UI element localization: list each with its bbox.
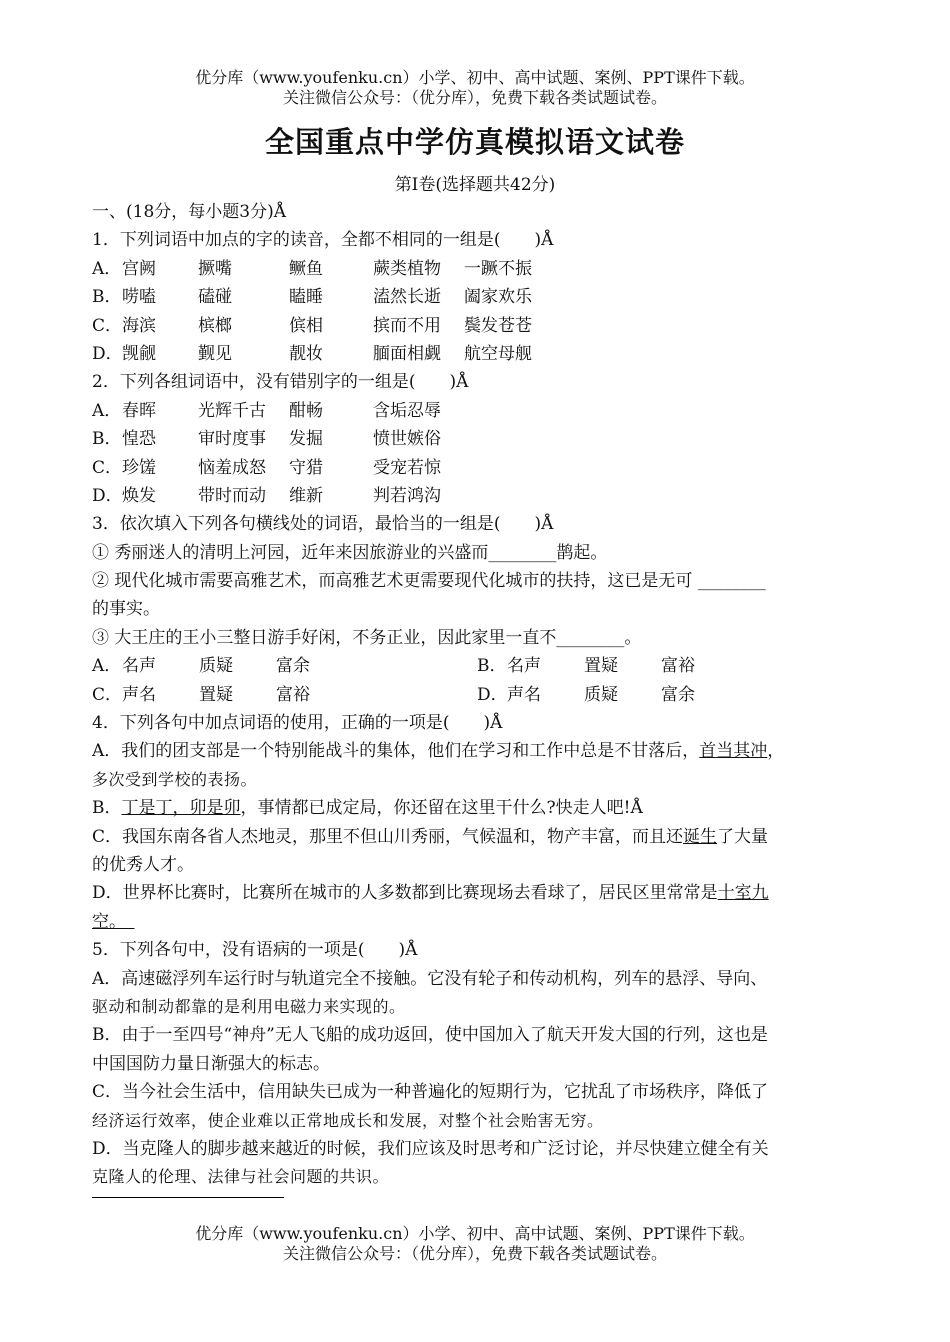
q1-option-d xyxy=(92,340,862,368)
q1-option-b xyxy=(92,283,862,311)
option-word: 磕碰 xyxy=(198,287,232,308)
option-word: 鬓发苍苍 xyxy=(464,315,532,336)
q4-b-text: ，事情都已成定局，你还留在这里干什么?快走人吧!Å xyxy=(240,798,643,819)
option-word: 维新 xyxy=(289,485,323,506)
q3-options-row-2 xyxy=(92,681,862,709)
q5-option-c-cont: 经济运行效率，使企业难以正常地成长和发展，对整个社会贻害无穷。 xyxy=(92,1110,604,1130)
option-label: D． xyxy=(477,684,508,705)
option-label: C． xyxy=(92,684,123,705)
option-word: 海滨 xyxy=(122,315,156,336)
option-word: 判若鸿沟 xyxy=(373,485,441,506)
q3-option-c xyxy=(92,681,477,709)
q3-options-row-1 xyxy=(92,652,862,680)
option-label: A． xyxy=(92,400,122,421)
q4-b-term: 丁是丁，卯是卯 xyxy=(121,798,241,819)
q4-d-gap xyxy=(118,912,135,932)
q3-sentence-3: ③ 大王庄的王小三整日游手好闲，不务正业，因此家里一直不________。 xyxy=(92,627,642,648)
option-word: 唠嗑 xyxy=(122,287,156,308)
option-word: 靓妆 xyxy=(289,343,323,364)
option-word: 发掘 xyxy=(289,429,323,450)
option-word: 撅嘴 xyxy=(198,258,232,279)
exam-body xyxy=(92,198,862,1192)
option-word: 置疑 xyxy=(199,684,233,705)
q3-sentence-2: ② 现代化城市需要高雅艺术，而高雅艺术更需要现代化城市的扶持，这已是无可 ________ xyxy=(92,571,766,592)
option-word: 傧相 xyxy=(289,315,323,336)
option-label: C． xyxy=(92,457,123,478)
q5-option-a-cont: 驱动和制动都靠的是利用电磁力来实现的。 xyxy=(92,996,406,1016)
option-word: 愤世嫉俗 xyxy=(373,429,441,450)
q3-option-a xyxy=(92,652,477,680)
q5-stem: 5．下列各句中，没有语病的一项是( )Å xyxy=(92,940,418,961)
q1-option-a xyxy=(92,255,862,283)
option-word: 守猎 xyxy=(289,457,323,478)
option-word: 带时而动 xyxy=(198,485,266,506)
option-word: 溘然长逝 xyxy=(373,287,441,308)
footnote-divider xyxy=(92,1197,284,1198)
option-word: 声名 xyxy=(507,684,541,705)
option-word: 宫阙 xyxy=(122,258,156,279)
option-word: 富裕 xyxy=(276,684,310,705)
option-word: 富裕 xyxy=(661,656,695,677)
option-word: 蕨类植物 xyxy=(373,258,441,279)
section-heading: 一、(18分，每小题3分)Å xyxy=(92,202,286,222)
option-word: 瞌睡 xyxy=(289,287,323,308)
option-word: 质疑 xyxy=(584,684,618,705)
q4-option-a-cont: 多次受到学校的表扬。 xyxy=(92,769,258,789)
header-line-2: 关注微信公众号：（优分库），免费下载各类试题试卷。 xyxy=(282,88,667,107)
q3-sentence-2-cont: 的事实。 xyxy=(92,599,160,620)
option-label: D． xyxy=(92,343,123,364)
q4-option-a xyxy=(92,737,862,765)
q3-stem: 3．依次填入下列各句横线处的词语，最恰当的一组是( )Å xyxy=(92,514,554,535)
option-word: 受宠若惊 xyxy=(373,457,441,478)
q4-stem: 4．下列各句中加点词语的使用，正确的一项是( )Å xyxy=(92,713,503,734)
q3-option-b xyxy=(477,652,862,680)
option-word: 名声 xyxy=(507,656,541,677)
option-word: 珍馐 xyxy=(122,457,156,478)
q1-option-c xyxy=(92,312,862,340)
q4-d-term-cont: 空。 xyxy=(92,911,118,932)
q4-a-term: 首当其冲 xyxy=(699,741,768,762)
option-label: B． xyxy=(92,429,122,450)
option-word: 惶恐 xyxy=(122,429,156,450)
q4-c-end: 了大量 xyxy=(717,826,769,847)
option-word: 航空母舰 xyxy=(464,343,532,364)
page-subtitle: 第Ⅰ卷(选择题共42分) xyxy=(394,175,556,195)
option-word: 富余 xyxy=(276,656,310,677)
q4-c-term: 诞生 xyxy=(683,826,718,847)
q5-option-c: C．当今社会生活中，信用缺失已成为一种普遍化的短期行为，它扰乱了市场秩序，降低了 xyxy=(92,1082,769,1103)
option-word: 质疑 xyxy=(199,656,233,677)
page-title: 全国重点中学仿真模拟语文试卷 xyxy=(264,125,685,159)
q3-option-d xyxy=(477,681,862,709)
q4-b-label: B． xyxy=(92,798,122,819)
q4-c-text: C．我国东南各省人杰地灵，那里不但山川秀丽，气候温和，物产丰富，而且还 xyxy=(92,826,684,847)
option-word: 鳜鱼 xyxy=(289,258,323,279)
q4-option-c-cont: 的优秀人才。 xyxy=(92,854,194,875)
q4-d-term: 十室九 xyxy=(717,883,769,904)
option-label: A． xyxy=(92,656,122,677)
option-word: 觐见 xyxy=(198,343,232,364)
option-word: 恼羞成怒 xyxy=(198,457,266,478)
q1-stem: 1．下列词语中加点的字的读音，全都不相同的一组是( )Å xyxy=(92,230,554,251)
option-label: B． xyxy=(92,287,122,308)
q5-option-b-cont: 中国国防力量日渐强大的标志。 xyxy=(92,1053,330,1074)
option-label: D． xyxy=(92,485,123,506)
option-word: 腼面相觑 xyxy=(373,343,441,364)
footer-line-1: 优分库（www.youfenku.cn）小学、初中、高中试题、案例、PPT课件下载。 xyxy=(195,1224,755,1243)
option-word: 一蹶不振 xyxy=(464,258,532,279)
q2-stem: 2．下列各组词语中，没有错别字的一组是( )Å xyxy=(92,372,469,393)
header-line-1: 优分库（www.youfenku.cn）小学、初中、高中试题、案例、PPT课件下载。 xyxy=(195,68,755,87)
q5-option-d: D．当克隆人的脚步越来越近的时候，我们应该及时思考和广泛讨论，并尽快建立健全有关 xyxy=(92,1138,769,1159)
option-word: 审时度事 xyxy=(198,429,266,450)
option-word: 觊觎 xyxy=(122,343,156,364)
option-label: A． xyxy=(92,258,122,279)
q2-option-d xyxy=(92,482,862,510)
q4-a-text: A．我们的团支部是一个特别能战斗的集体，他们在学习和工作中总是不甘落后， xyxy=(92,741,700,762)
option-label: B． xyxy=(477,656,507,677)
q4-option-d xyxy=(92,879,862,907)
option-word: 名声 xyxy=(122,656,156,677)
q4-option-c xyxy=(92,823,862,851)
q2-option-b xyxy=(92,425,862,453)
option-word: 焕发 xyxy=(122,485,156,506)
option-word: 阖家欢乐 xyxy=(464,287,532,308)
q5-option-d-cont: 克隆人的伦理、法律与社会问题的共识。 xyxy=(92,1167,390,1187)
option-word: 声名 xyxy=(122,684,156,705)
q4-option-d-cont xyxy=(92,908,862,936)
option-word: 酣畅 xyxy=(289,400,323,421)
q5-option-b: B．由于一至四号“神舟”无人飞船的成功返回，使中国加入了航天开发大国的行列，这也是 xyxy=(92,1025,768,1046)
option-word: 槟榔 xyxy=(198,315,232,336)
q5-option-a: A．高速磁浮列车运行时与轨道完全不接触。它没有轮子和传动机构，列车的悬浮、导向、 xyxy=(92,968,768,989)
q4-option-b xyxy=(92,794,862,822)
q2-option-a xyxy=(92,397,862,425)
q2-option-c xyxy=(92,454,862,482)
q4-a-end: ， xyxy=(767,741,785,762)
q3-sentence-1: ① 秀丽迷人的清明上河园，近年来因旅游业的兴盛而________鹊起。 xyxy=(92,542,608,563)
option-word: 光辉千古 xyxy=(198,400,266,421)
q4-d-text: D．世界杯比赛时，比赛所在城市的人多数都到比赛现场去看球了，居民区里常常是 xyxy=(92,883,718,904)
option-word: 摈而不用 xyxy=(373,315,441,336)
footer-line-2: 关注微信公众号：（优分库），免费下载各类试题试卷。 xyxy=(282,1244,667,1263)
option-label: C． xyxy=(92,315,123,336)
option-word: 含垢忍辱 xyxy=(373,400,441,421)
option-word: 富余 xyxy=(661,684,695,705)
option-word: 置疑 xyxy=(584,656,618,677)
option-word: 春晖 xyxy=(122,400,156,421)
